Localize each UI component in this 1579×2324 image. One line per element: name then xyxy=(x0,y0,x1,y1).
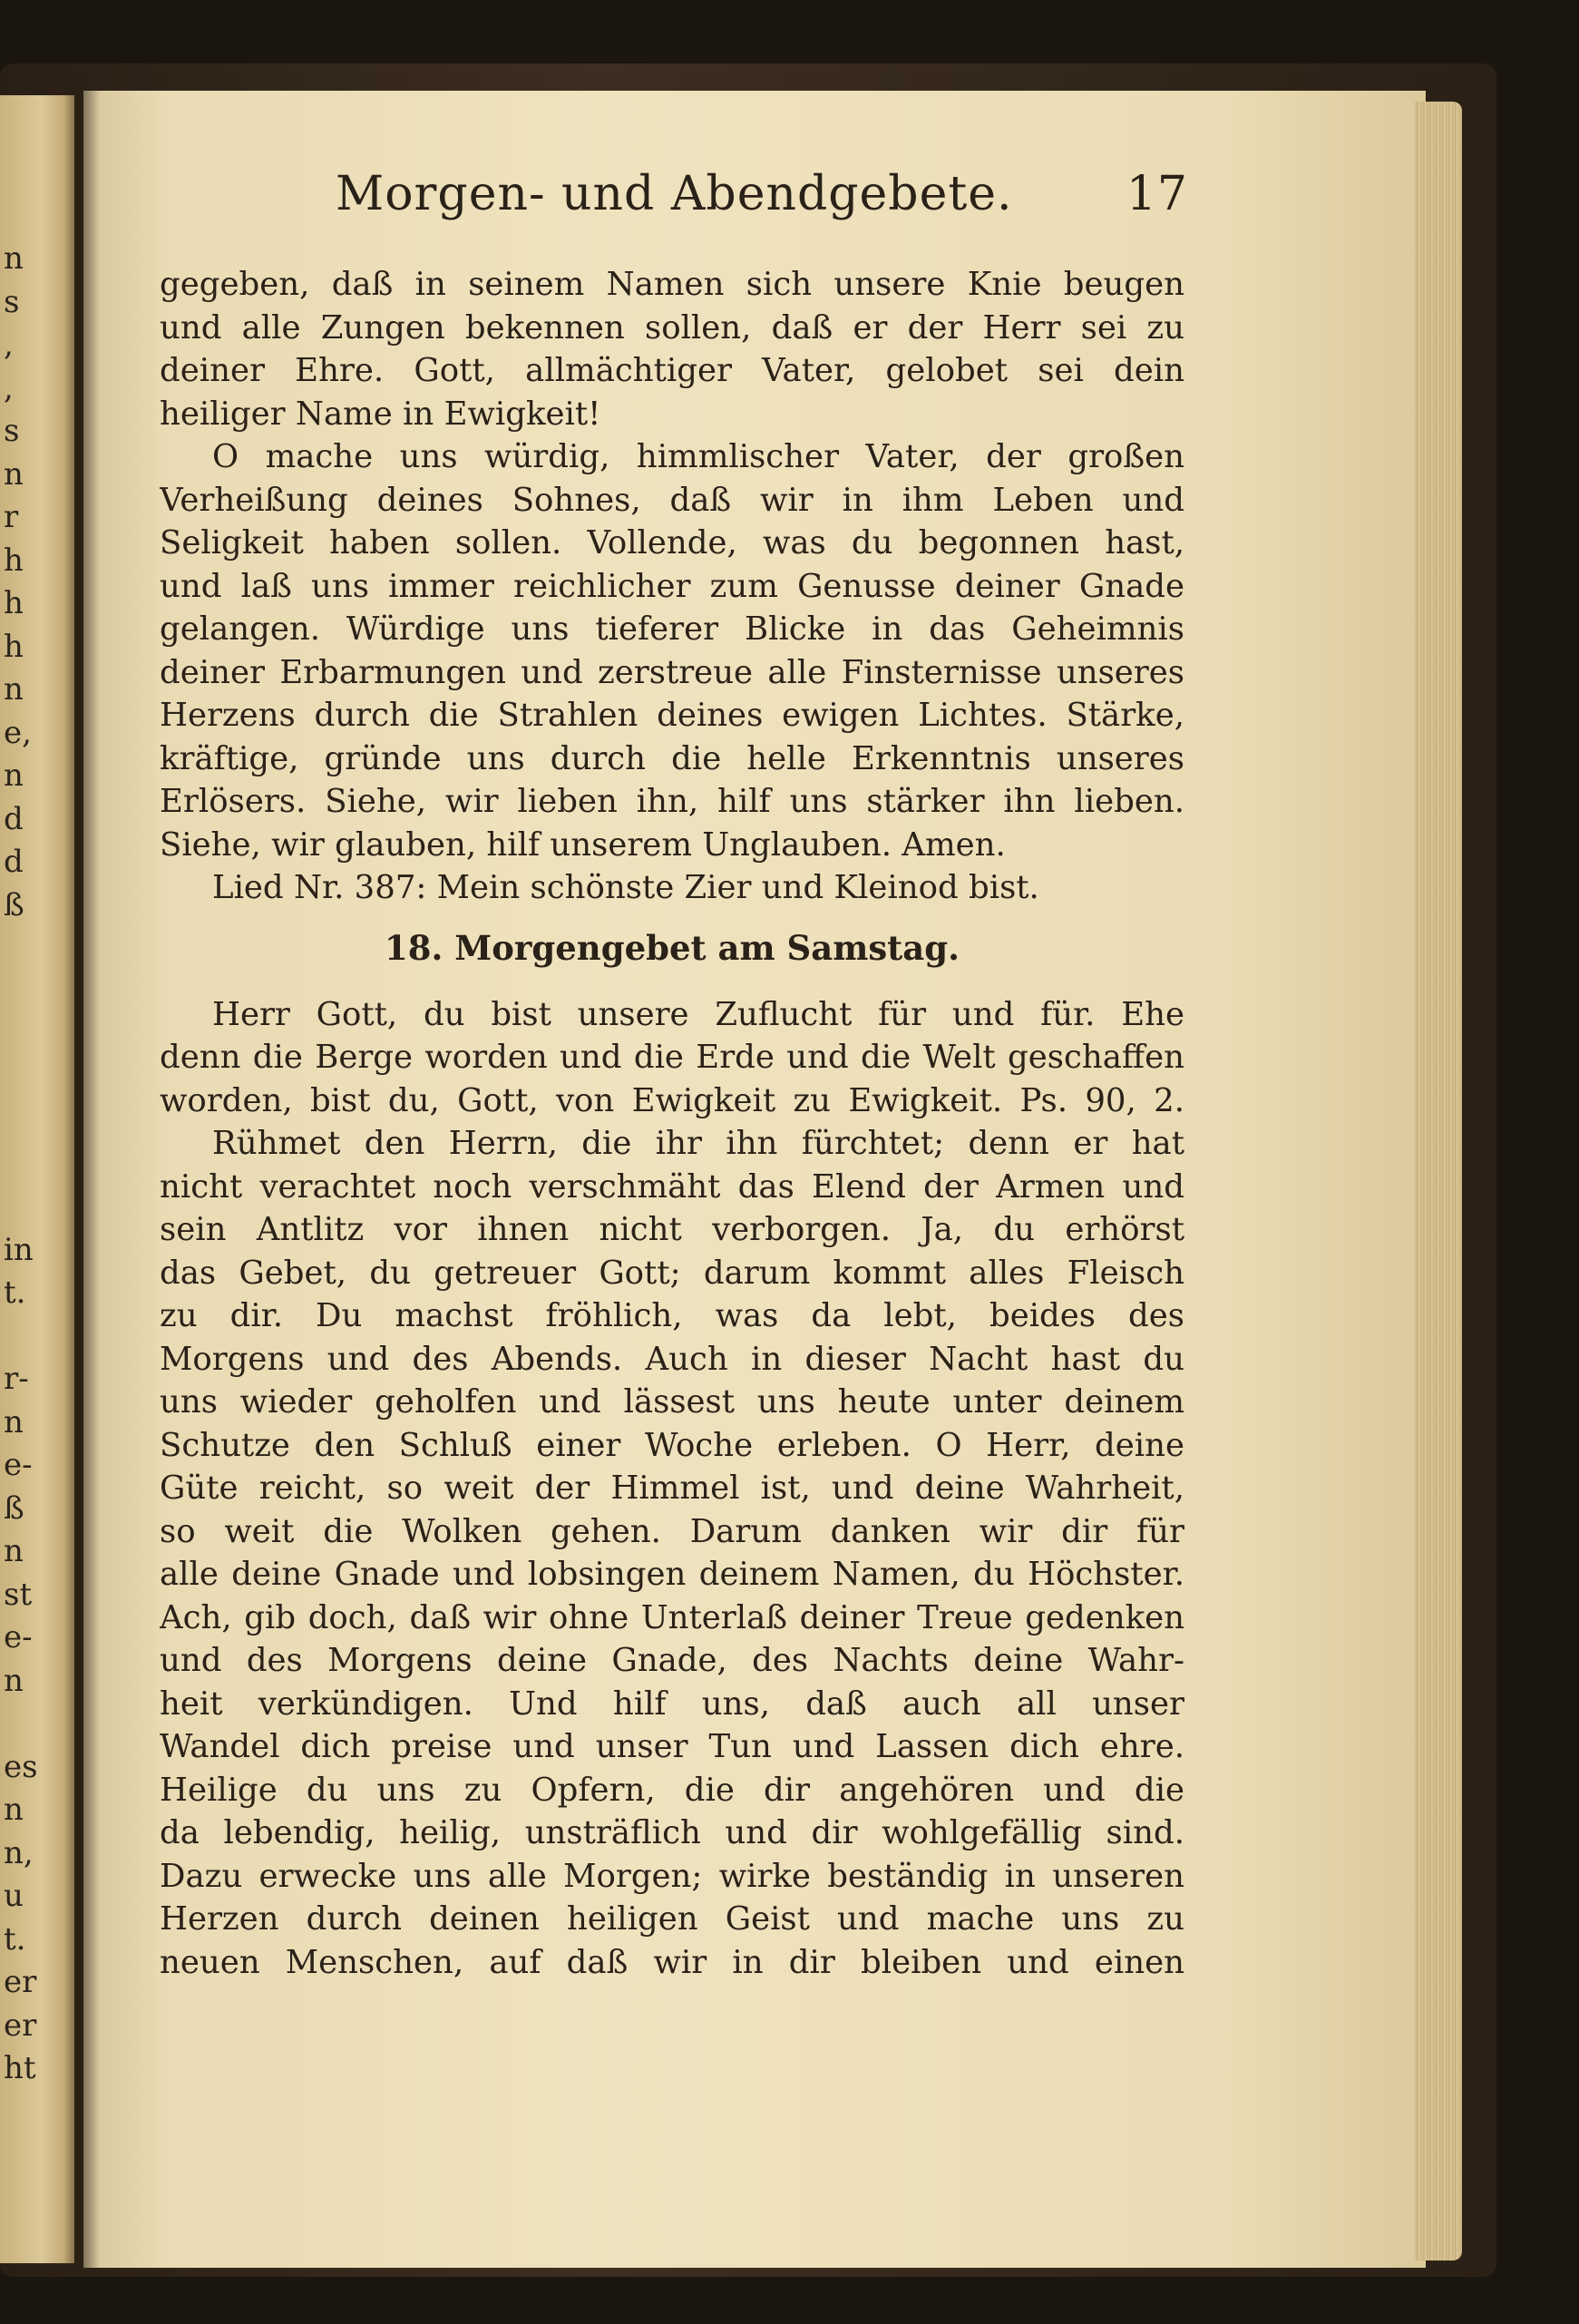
text-line: Herzen durch deinen heiligen Geist und mache uns zu xyxy=(160,1900,1184,1938)
text-line: da lebendig, heilig, unsträflich und dir wohlgefällig sind. xyxy=(160,1814,1184,1851)
text-line: heit verkündigen. Und hilf uns, daß auch all unser xyxy=(160,1684,1184,1723)
previous-page-fragment: n xyxy=(4,455,24,493)
previous-page-fragment: n xyxy=(4,757,24,794)
previous-page-fragment: ß xyxy=(4,1489,24,1527)
section-heading: 18. Morgengebet am Samstag. xyxy=(385,927,960,968)
text-line: Morgens und des Abends. Auch in dieser Nacht hast du xyxy=(160,1340,1184,1378)
text-line: so weit die Wolken gehen. Darum danken wir dir für xyxy=(160,1512,1184,1550)
previous-page-fragment: r- xyxy=(4,1361,29,1397)
page-number: 17 xyxy=(1126,167,1188,221)
text-line: Ach, gib doch, daß wir ohne Unterlaß deiner Treue gedenken xyxy=(160,1598,1184,1636)
text-line: Güte reicht, so weit der Himmel ist, und deine Wahrheit, xyxy=(160,1470,1184,1507)
previous-page-fragment: n xyxy=(4,671,24,708)
text-line: gelangen. Würdige uns tieferer Blicke in das Geheimnis xyxy=(160,610,1184,648)
previous-page-fragment: ht xyxy=(4,2050,36,2086)
text-line: uns wieder geholfen und lässest uns heute unter deinem xyxy=(160,1383,1184,1421)
previous-page-fragment: n xyxy=(4,1403,24,1440)
paragraph-3 xyxy=(160,993,1184,1123)
text-line: Rühmet den Herrn, die ihr ihn fürchtet; denn er hat xyxy=(212,1125,1184,1162)
running-title: Morgen- und Abendgebete. xyxy=(336,167,1013,221)
previous-page-fragment: n xyxy=(4,1533,24,1569)
text-line: sein Antlitz vor ihnen nicht verborgen. Ja, du erhörst xyxy=(160,1211,1184,1248)
previous-page-fragment: s xyxy=(4,413,20,449)
paragraph-2 xyxy=(160,435,1184,866)
paragraph-4 xyxy=(160,1122,1184,1984)
text-line: und des Morgens deine Gnade, des Nachts deine Wahr- xyxy=(160,1642,1184,1679)
previous-page-fragment: d xyxy=(4,800,24,837)
text-line: neuen Menschen, auf daß wir in dir bleiben und einen xyxy=(160,1943,1184,1981)
hymn-reference: Lied Nr. 387: Mein schönste Zier und Kleinod bist. xyxy=(212,869,1039,906)
previous-page-fragment: t. xyxy=(4,1920,26,1958)
text-line: deiner Ehre. Gott, allmächtiger Vater, gelobet sei dein xyxy=(160,352,1184,389)
text-line: kräftige, gründe uns durch die helle Erkenntnis unseres xyxy=(160,739,1184,777)
text-line: Wandel dich preise und unser Tun und Lassen dich ehre. xyxy=(160,1728,1184,1765)
text-line: zu dir. Du machst fröhlich, was da lebt, beides des xyxy=(160,1297,1184,1334)
previous-page-fragment: r xyxy=(4,499,19,535)
previous-page-fragment: e- xyxy=(4,1447,33,1483)
text-line: heiliger Name in Ewigkeit! xyxy=(160,395,601,433)
previous-page-fragment: h xyxy=(4,628,24,665)
text-line: O mache uns würdig, himmlischer Vater, der großen xyxy=(212,438,1184,475)
gutter-shadow xyxy=(63,91,100,2268)
previous-page-fragment: e- xyxy=(4,1619,33,1655)
running-header xyxy=(336,161,1188,234)
previous-page-fragment: , xyxy=(4,369,14,406)
previous-page-fragment: er xyxy=(4,2007,37,2044)
text-line: deiner Erbarmungen und zerstreue alle Finsternisse unseres xyxy=(160,653,1184,691)
text-line: Verheißung deines Sohnes, daß wir in ihm Leben und xyxy=(160,481,1184,519)
text-line: Dazu erwecke uns alle Morgen; wirke beständig in unseren xyxy=(160,1857,1184,1895)
text-line: Heilige du uns zu Opfern, die dir angehören und die xyxy=(160,1771,1184,1809)
previous-page-fragment: t. xyxy=(4,1274,26,1311)
text-line: und laß uns immer reichlicher zum Genusse deiner Gnade xyxy=(160,567,1184,605)
previous-page-fragment: d xyxy=(4,844,24,880)
previous-page-fragment: es xyxy=(4,1748,38,1785)
previous-page-fragment: st xyxy=(4,1576,33,1613)
text-line: und alle Zungen bekennen sollen, daß er der Herr sei zu xyxy=(160,308,1184,347)
text-line: Herzens durch die Strahlen deines ewigen Lichtes. Stärke, xyxy=(160,697,1184,734)
text-line: nicht verachtet noch verschmäht das Elend der Armen und xyxy=(160,1167,1184,1206)
text-line: gegeben, daß in seinem Namen sich unsere Knie beugen xyxy=(160,266,1184,303)
text-line: Seligkeit haben sollen. Vollende, was du begonnen hast, xyxy=(160,524,1184,561)
text-line: Erlösers. Siehe, wir lieben ihn, hilf uns stärker ihn lieben. xyxy=(160,783,1184,820)
previous-page-fragment: er xyxy=(4,1964,37,2000)
paragraph-1 xyxy=(160,263,1184,435)
page-body xyxy=(160,263,1184,1984)
text-line: denn die Berge worden und die Erde und die Welt geschaffen xyxy=(160,1039,1184,1076)
previous-page-fragment: h xyxy=(4,542,24,579)
previous-page-fragment: , xyxy=(4,327,14,363)
previous-page-fragment: h xyxy=(4,585,24,621)
previous-page-fragment: ß xyxy=(4,886,24,923)
text-line: Schutze den Schluß einer Woche erleben. O Herr, deine xyxy=(160,1426,1184,1464)
previous-page-fragment: n xyxy=(4,1662,24,1699)
page-edges xyxy=(1415,102,1462,2261)
text-line: worden, bist du, Gott, von Ewigkeit zu Ewigkeit. Ps. 90, 2. xyxy=(160,1081,1184,1119)
text-line: Herr Gott, du bist unsere Zuflucht für und für. Ehe xyxy=(212,995,1184,1033)
text-line: alle deine Gnade und lobsingen deinem Namen, du Höchster. xyxy=(160,1556,1184,1593)
previous-page-fragment: n xyxy=(4,240,24,277)
previous-page-fragment: s xyxy=(4,283,20,320)
previous-page-fragment: e, xyxy=(4,714,32,751)
text-line: das Gebet, du getreuer Gott; darum kommt alles Fleisch xyxy=(160,1254,1184,1292)
text-line: Siehe, wir glauben, hilf unserem Unglauben. Amen. xyxy=(160,825,1006,864)
previous-page-fragment: u xyxy=(4,1878,24,1914)
previous-page-fragment: in xyxy=(4,1231,34,1268)
previous-page-fragment: n, xyxy=(4,1834,34,1871)
previous-page-fragment: n xyxy=(4,1792,24,1828)
